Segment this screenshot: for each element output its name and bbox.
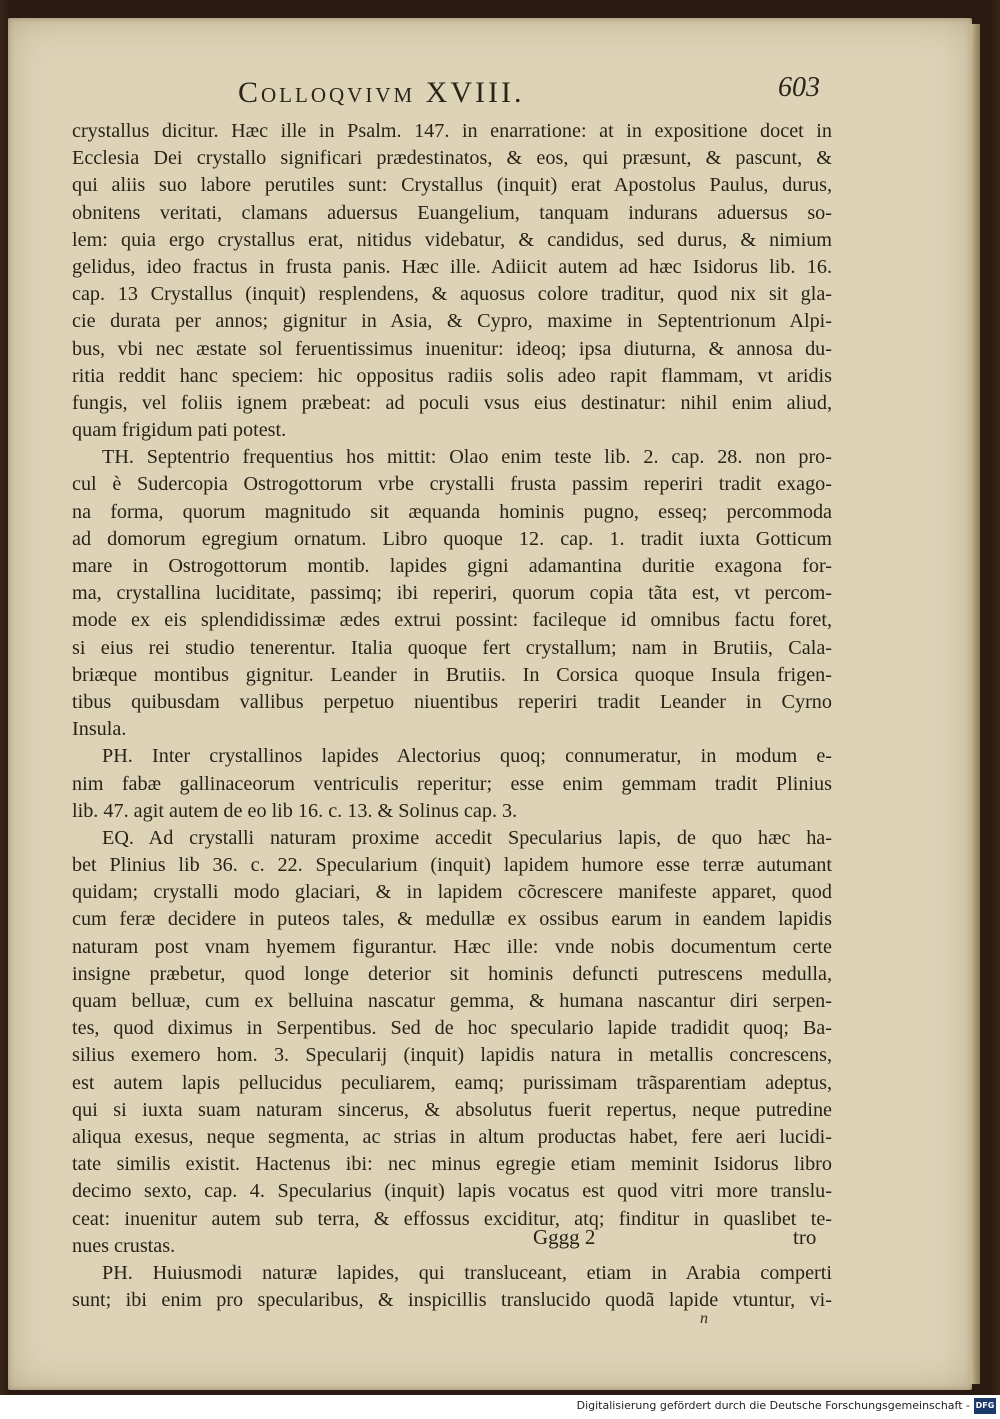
text-line: naturam post vnam hyemem figurantur. Hæc ille: vnde nobis documentum certe bbox=[72, 935, 832, 958]
text-line: qui si iuxta suam naturam sincerus, & absolutus fuerit repertus, neque putredine bbox=[72, 1098, 832, 1121]
text-body bbox=[72, 118, 832, 1314]
signature-mark: Gggg 2 bbox=[533, 1225, 596, 1249]
dfg-logo: DFG bbox=[974, 1398, 996, 1414]
text-line: TH. Septentrio frequentius hos mittit: Olao enim teste lib. 2. cap. 28. non pro- bbox=[102, 446, 832, 469]
text-line: ma, crystallina luciditate, passimq; ibi reperiri, quorum copia tãta est, vt percom- bbox=[72, 582, 832, 605]
text-line: qui aliis suo labore perutiles sunt: Crystallus (inquit) erat Apostolus Paulus, durus, bbox=[72, 174, 832, 197]
text-line: mare in Ostrogottorum montib. lapides gigni adamantina duritie exagona for- bbox=[72, 555, 832, 577]
text-line: insigne præbetur, quod longe deterior sit hominis defuncti putrescens medulla, bbox=[72, 962, 832, 985]
text-line: tibus quibusdam vallibus perpetuo niuentibus reperiri tradit Leander in Cyrno bbox=[72, 690, 832, 713]
text-line: crystallus dicitur. Hæc ille in Psalm. 147. in enarratione: at in expositione docet in bbox=[72, 120, 832, 142]
text-line: obnitens veritati, clamans aduersus Euangelium, tanquam indurans aduersus so- bbox=[72, 201, 832, 224]
text-line: cul è Sudercopia Ostrogottorum vrbe crystalli frusta passim reperiri tradit exago- bbox=[72, 473, 832, 496]
text-line: mode ex eis splendidissimæ ædes extrui possint: facileque id omnibus factu foret, bbox=[72, 609, 832, 632]
text-line: lem: quia ergo crystallus erat, nitidus videbatur, & candidus, sed durus, & nimium bbox=[72, 228, 832, 251]
text-line: Insula. bbox=[72, 718, 127, 741]
footer-bar bbox=[0, 1395, 1000, 1419]
text-line: tes, quod diximus in Serpentibus. Sed de hoc speculario lapide tradidit quoq; Ba- bbox=[72, 1017, 832, 1040]
text-line: ad domorum egregium ornatum. Libro quoque 12. cap. 1. tradit iuxta Gotticum bbox=[72, 527, 832, 550]
text-line: decimo sexto, cap. 4. Specularius (inquit) lapis vocatus est quod vitri more translu- bbox=[72, 1180, 832, 1203]
text-line: silius exemero hom. 3. Specularij (inquit) lapidis natura in metallis concrescens, bbox=[72, 1044, 832, 1067]
page-number: 603 bbox=[778, 72, 820, 103]
signature-row bbox=[8, 1225, 972, 1255]
text-line: sunt; ibi enim pro specularibus, & inspicillis translucido quodã lapide vtuntur, vi- bbox=[72, 1289, 832, 1312]
text-line: cap. 13 Crystallus (inquit) resplendens, & aquosus colore traditur, quod nix sit gla- bbox=[72, 283, 832, 306]
text-line: cie durata per annos; gignitur in Asia, & Cypro, maxime in Septentrionum Alpi- bbox=[72, 310, 832, 333]
text-line: tate similis existit. Hactenus ibi: nec minus egregie etiam meminit Isidorus libro bbox=[72, 1153, 832, 1176]
text-line: cum feræ decidere in puteos tales, & medullæ ex ossibus earum in eandem lapidis bbox=[72, 908, 832, 931]
text-line: ceat: inuenitur autem sub terra, & effossus exciditur, atq; finditur in quaslibet te- bbox=[72, 1207, 832, 1230]
text-line: bus, vbi nec æstate sol feruentissimus inuenitur: ideoq; ipsa diuturna, & annosa du- bbox=[72, 337, 832, 360]
pencil-mark: n bbox=[700, 1310, 708, 1327]
text-line: est autem lapis pellucidus peculiarem, eamq; purissimam trãsparentiam adeptus, bbox=[72, 1071, 832, 1094]
text-line: fungis, vel foliis ignem præbeat: ad poculi vsus eius destinatur: nihil enim aliud, bbox=[72, 391, 832, 414]
text-line: lib. 47. agit autem de eo lib 16. c. 13. & Solinus cap. 3. bbox=[72, 799, 518, 822]
text-line: quam belluæ, cum ex belluina nascatur gemma, & humana nascantur diri serpen- bbox=[72, 990, 832, 1012]
text-line: gelidus, ideo fractus in frusta panis. Hæc ille. Adiicit autem ad hæc Isidorus lib. 16. bbox=[72, 255, 832, 278]
text-line: nues crustas. bbox=[72, 1234, 176, 1257]
text-line: bet Plinius lib 36. c. 22. Specularium (inquit) lapidem humore esse terræ autumant bbox=[72, 854, 832, 877]
funding-notice: Digitalisierung gefördert durch die Deutsche Forschungsgemeinschaft - bbox=[576, 1399, 970, 1412]
text-line: quidam; crystalli modo glaciari, & in lapidem cõcrescere manifeste apparet, quod bbox=[72, 881, 832, 904]
text-line: PH. Huiusmodi naturæ lapides, qui transluceant, etiam in Arabia comperti bbox=[102, 1261, 832, 1284]
text-line: na forma, quorum magnitudo sit æquanda hominis pugno, esseq; percommoda bbox=[72, 500, 832, 523]
text-line: nim fabæ gallinaceorum ventriculis reperitur; esse enim gemmam tradit Plinius bbox=[72, 772, 832, 795]
text-line: EQ. Ad crystalli naturam proxime accedit Specularius lapis, de quo hæc ha- bbox=[102, 826, 832, 849]
text-line: aliqua exesus, neque segmenta, ac strias in altum productas habet, fere aeri lucidi- bbox=[72, 1125, 832, 1148]
text-line: briæque montibus gignitur. Leander in Brutiis. In Corsica quoque Insula frigen- bbox=[72, 663, 832, 686]
text-line: quam frigidum pati potest. bbox=[72, 419, 287, 442]
text-line: ritia reddit hanc speciem: hic oppositus radiis solis adeo rapit flammam, vt aridis bbox=[72, 364, 832, 387]
catchword: tro bbox=[793, 1225, 817, 1249]
text-line: PH. Inter crystallinos lapides Alectorius quoq; connumeratur, in modum e- bbox=[102, 745, 832, 768]
text-line: si eius rei studio tenerentur. Italia quoque fert crystallum; nam in Brutiis, Cala- bbox=[72, 636, 832, 659]
text-line: Ecclesia Dei crystallo significari prædestinatos, & eos, qui præsunt, & pascunt, & bbox=[72, 147, 832, 170]
running-title: Colloqvivm XVIII. bbox=[238, 76, 525, 109]
page-header bbox=[8, 70, 972, 114]
